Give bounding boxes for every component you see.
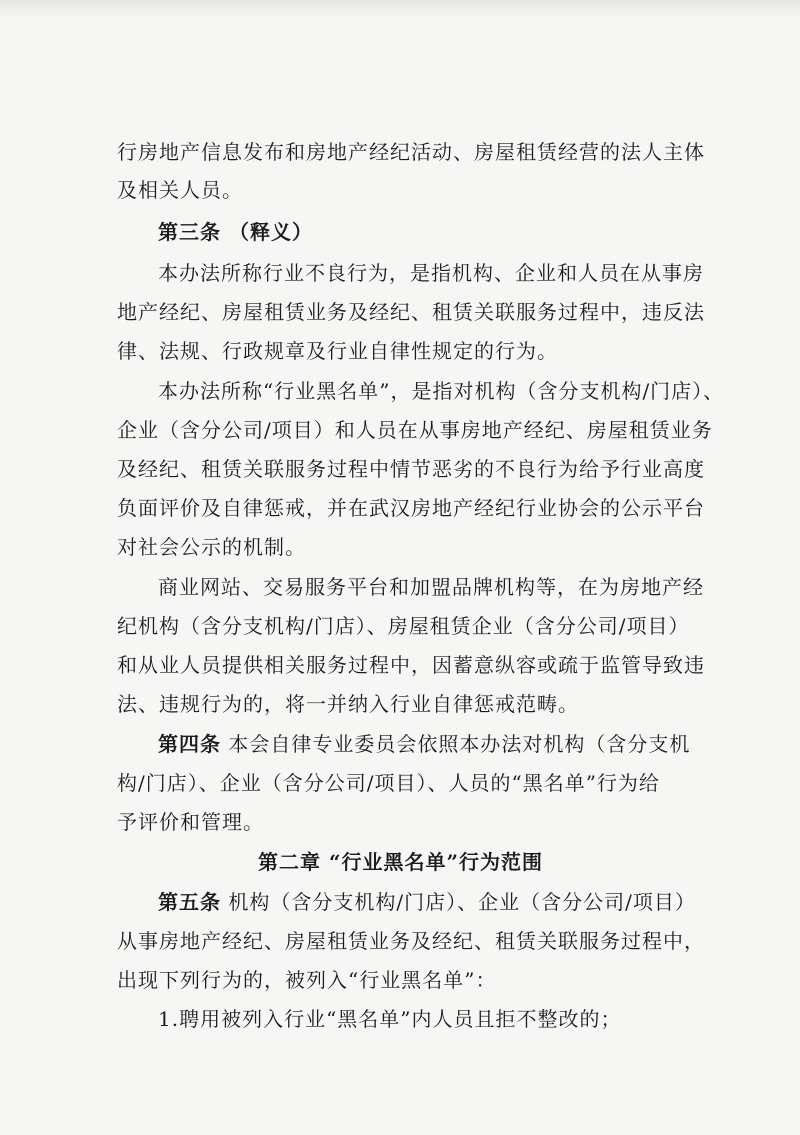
article-4-label: 第四条: [158, 732, 221, 756]
paragraph-line: 和从业人员提供相关服务过程中，因蓄意纵容或疏于监管导致违: [117, 653, 705, 677]
article-4-line: [158, 730, 690, 758]
article-5-text: 机构（含分支机构/门店）、企业（含分公司/项目）: [228, 890, 696, 914]
paragraph-line: 法、违规行为的，将一并纳入行业自律惩戒范畴。: [117, 692, 579, 716]
paragraph-line: 本办法所称“行业黑名单”，是指对机构（含分支机构/门店）、: [158, 379, 725, 403]
paragraph-line: 企业（含分公司/项目）和人员在从事房地产经纪、房屋租赁业务: [117, 418, 713, 442]
paragraph-line: 地产经纪、房屋租赁业务及经纪、租赁关联服务过程中，违反法: [117, 300, 705, 324]
article-5-label: 第五条: [158, 890, 221, 914]
paragraph-line: 商业网站、交易服务平台和加盟品牌机构等，在为房地产经: [158, 575, 704, 599]
article-4-text: 本会自律专业委员会依照本办法对机构（含分支机: [228, 732, 691, 756]
paragraph-line: 负面评价及自律惩戒，并在武汉房地产经纪行业协会的公示平台: [117, 496, 705, 520]
scan-edge-shadow: [0, 0, 800, 18]
paragraph-line: 本办法所称行业不良行为，是指机构、企业和人员在从事房: [158, 261, 704, 285]
paragraph-line: 律、法规、行政规章及行业自律性规定的行为。: [117, 339, 558, 363]
paragraph-line: 及经纪、租赁关联服务过程中情节恶劣的不良行为给予行业高度: [117, 457, 705, 481]
chapter-2-heading: 第二章 “行业黑名单”行为范围: [258, 850, 543, 874]
paragraph-line: 对社会公示的机制。: [117, 535, 306, 559]
paragraph-line: 行房地产信息发布和房地产经纪活动、房屋租赁经营的法人主体: [117, 140, 705, 164]
paragraph-line: 构/门店）、企业（含分公司/项目）、人员的“黑名单”行为给: [117, 771, 660, 795]
paragraph-line: 及相关人员。: [117, 178, 243, 202]
paragraph-line: 出现下列行为的，被列入“行业黑名单”：: [117, 968, 497, 992]
paragraph-line: 从事房地产经纪、房屋租赁业务及经纪、租赁关联服务过程中，: [117, 929, 705, 953]
article-3-heading: 第三条 （释义）: [158, 220, 313, 244]
paragraph-line: 纪机构（含分支机构/门店）、房屋租赁企业（含分公司/项目）: [117, 614, 690, 638]
list-item-1: 1.聘用被列入行业“黑名单”内人员且拒不整改的；: [158, 1007, 622, 1031]
paragraph-line: 予评价和管理。: [117, 810, 264, 834]
article-5-line: [158, 888, 696, 916]
